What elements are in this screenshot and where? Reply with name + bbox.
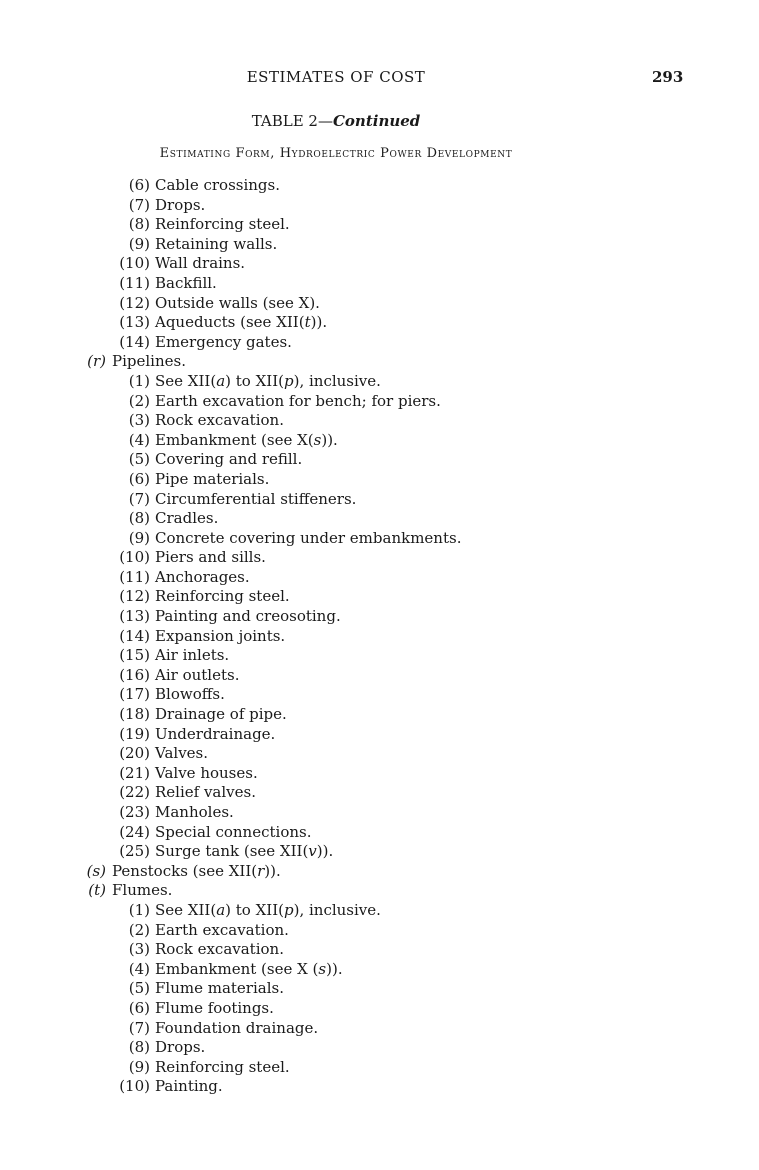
entry-list [0, 176, 759, 1097]
list-item [0, 176, 759, 196]
table-title [0, 112, 672, 130]
entry-text: Flume footings. [155, 998, 274, 1017]
entry-text: Emergency gates. [155, 332, 292, 351]
entry-text: Drainage of pipe. [155, 705, 287, 724]
list-item [0, 666, 759, 686]
list-item [0, 764, 759, 784]
entry-number: (13) [119, 607, 150, 626]
entry-number: (24) [119, 822, 150, 841]
entry-text: Wall drains. [155, 254, 246, 273]
table-title-main: TABLE 2— [251, 112, 333, 130]
list-item [0, 392, 759, 412]
list-item [0, 646, 759, 666]
form-title: Estimating Form, Hydroelectric Power Development [159, 146, 513, 161]
entry-number: (1) [128, 900, 150, 919]
list-item [0, 509, 759, 529]
entry-number: (14) [119, 626, 150, 645]
entry-number: (22) [119, 783, 150, 802]
entry-number: (7) [128, 195, 150, 214]
entry-text: Pipe materials. [155, 469, 270, 488]
running-head [0, 68, 759, 90]
entry-text: Embankment (see X(s)). [155, 430, 338, 449]
entry-text: Cable crossings. [155, 176, 280, 194]
list-item [0, 254, 759, 274]
page-number: 293 [652, 68, 684, 86]
entry-number: (8) [128, 215, 150, 234]
entry-text: See XII(a) to XII(p), inclusive. [155, 371, 381, 390]
list-item [0, 294, 759, 314]
entry-number: (18) [119, 705, 150, 724]
list-item [0, 783, 759, 803]
list-item [0, 372, 759, 392]
list-item [0, 627, 759, 647]
entry-number: (8) [128, 509, 150, 528]
entry-text: Expansion joints. [155, 626, 286, 645]
entry-number: (19) [119, 724, 150, 743]
entry-text: Special connections. [155, 822, 312, 841]
entry-number: (13) [119, 313, 150, 332]
entry-text: Blowoffs. [155, 685, 225, 704]
entry-text: Backfill. [155, 273, 217, 292]
entry-number: (12) [119, 587, 150, 606]
entry-text: Embankment (see X (s)). [155, 959, 343, 978]
entry-number: (20) [119, 744, 150, 763]
entry-number: (11) [119, 567, 150, 586]
entry-text: Valve houses. [155, 763, 258, 782]
entry-number: (16) [119, 665, 150, 684]
entry-number: (25) [119, 842, 150, 861]
list-item [0, 196, 759, 216]
entry-text: Concrete covering under embankments. [155, 528, 462, 547]
list-item [0, 313, 759, 333]
entry-number: (8) [128, 1038, 150, 1057]
entry-text: Valves. [155, 744, 209, 763]
entry-text: Rock excavation. [155, 940, 284, 959]
list-item [0, 450, 759, 470]
list-item [0, 548, 759, 568]
entry-number: (21) [119, 763, 150, 782]
entry-number: (6) [128, 176, 150, 194]
list-item [0, 979, 759, 999]
entry-number: (12) [119, 293, 150, 312]
list-item [0, 1019, 759, 1039]
entry-number: (4) [128, 430, 150, 449]
list-item [0, 1058, 759, 1078]
section-entry [0, 862, 759, 882]
list-item [0, 431, 759, 451]
entry-number: (9) [128, 234, 150, 253]
list-item [0, 1077, 759, 1097]
running-title: ESTIMATES OF COST [246, 68, 426, 86]
list-item [0, 940, 759, 960]
list-item [0, 842, 759, 862]
entry-text: Pipelines. [112, 352, 186, 371]
entry-text: Circumferential stiffeners. [155, 489, 357, 508]
entry-number: (2) [128, 391, 150, 410]
list-item [0, 587, 759, 607]
list-item [0, 411, 759, 431]
entry-number: (15) [119, 646, 150, 665]
entry-text: Drops. [155, 1038, 206, 1057]
entry-text: Air outlets. [155, 665, 240, 684]
list-item [0, 803, 759, 823]
list-item [0, 490, 759, 510]
list-item [0, 705, 759, 725]
section-entry [0, 881, 759, 901]
entry-text: Underdrainage. [155, 724, 276, 743]
entry-text: Retaining walls. [155, 234, 278, 253]
entry-number: (t) [88, 881, 106, 900]
entry-number: (3) [128, 411, 150, 430]
entry-text: Reinforcing steel. [155, 1057, 290, 1076]
entry-text: Earth excavation. [155, 920, 289, 939]
section-entry [0, 352, 759, 372]
entry-number: (1) [128, 371, 150, 390]
list-item [0, 901, 759, 921]
list-item [0, 1038, 759, 1058]
entry-text: See XII(a) to XII(p), inclusive. [155, 900, 381, 919]
list-item [0, 685, 759, 705]
entry-text: Air inlets. [155, 646, 230, 665]
entry-text: Penstocks (see XII(r)). [112, 861, 281, 880]
entry-number: (3) [128, 940, 150, 959]
entry-text: Painting and creosoting. [155, 607, 341, 626]
entry-text: Surge tank (see XII(v)). [155, 842, 334, 861]
entry-text: Anchorages. [155, 567, 250, 586]
list-item [0, 823, 759, 843]
list-item [0, 568, 759, 588]
entry-text: Covering and refill. [155, 450, 303, 469]
entry-text: Relief valves. [155, 783, 256, 802]
entry-number: (9) [128, 528, 150, 547]
entry-number: (23) [119, 803, 150, 821]
list-item [0, 725, 759, 745]
entry-number: (11) [119, 273, 150, 292]
entry-number: (4) [128, 959, 150, 978]
entry-text: Earth excavation for bench; for piers. [155, 391, 441, 410]
entry-number: (7) [128, 1018, 150, 1037]
entry-number: (7) [128, 489, 150, 508]
entry-number: (6) [128, 469, 150, 488]
list-item [0, 999, 759, 1019]
entry-number: (r) [87, 352, 106, 371]
entry-text: Flumes. [112, 881, 173, 900]
list-item [0, 235, 759, 255]
list-item [0, 274, 759, 294]
entry-text: Flume materials. [155, 979, 284, 998]
entry-text: Aqueducts (see XII(t)). [155, 313, 328, 332]
entry-text: Foundation drainage. [155, 1018, 319, 1037]
entry-text: Rock excavation. [155, 411, 284, 430]
entry-text: Reinforcing steel. [155, 587, 290, 606]
entry-text: Painting. [155, 1077, 223, 1096]
entry-text: Manholes. [155, 803, 234, 821]
entry-number: (6) [128, 998, 150, 1017]
entry-text: Reinforcing steel. [155, 215, 290, 234]
table-title-continued: Continued [332, 112, 421, 130]
entry-number: (2) [128, 920, 150, 939]
list-item [0, 529, 759, 549]
list-item [0, 744, 759, 764]
entry-number: (10) [119, 1077, 150, 1096]
entry-number: (10) [119, 254, 150, 273]
list-item [0, 921, 759, 941]
list-item [0, 470, 759, 490]
entry-text: Outside walls (see X). [155, 293, 320, 312]
list-item [0, 960, 759, 980]
entry-number: (14) [119, 332, 150, 351]
entry-text: Cradles. [155, 509, 219, 528]
entry-number: (5) [128, 450, 150, 469]
entry-number: (17) [119, 685, 150, 704]
entry-text: Drops. [155, 195, 206, 214]
entry-number: (10) [119, 548, 150, 567]
list-item [0, 333, 759, 353]
entry-number: (s) [86, 861, 106, 880]
entry-number: (9) [128, 1057, 150, 1076]
list-item [0, 607, 759, 627]
list-item [0, 215, 759, 235]
entry-text: Piers and sills. [155, 548, 266, 567]
entry-number: (5) [128, 979, 150, 998]
